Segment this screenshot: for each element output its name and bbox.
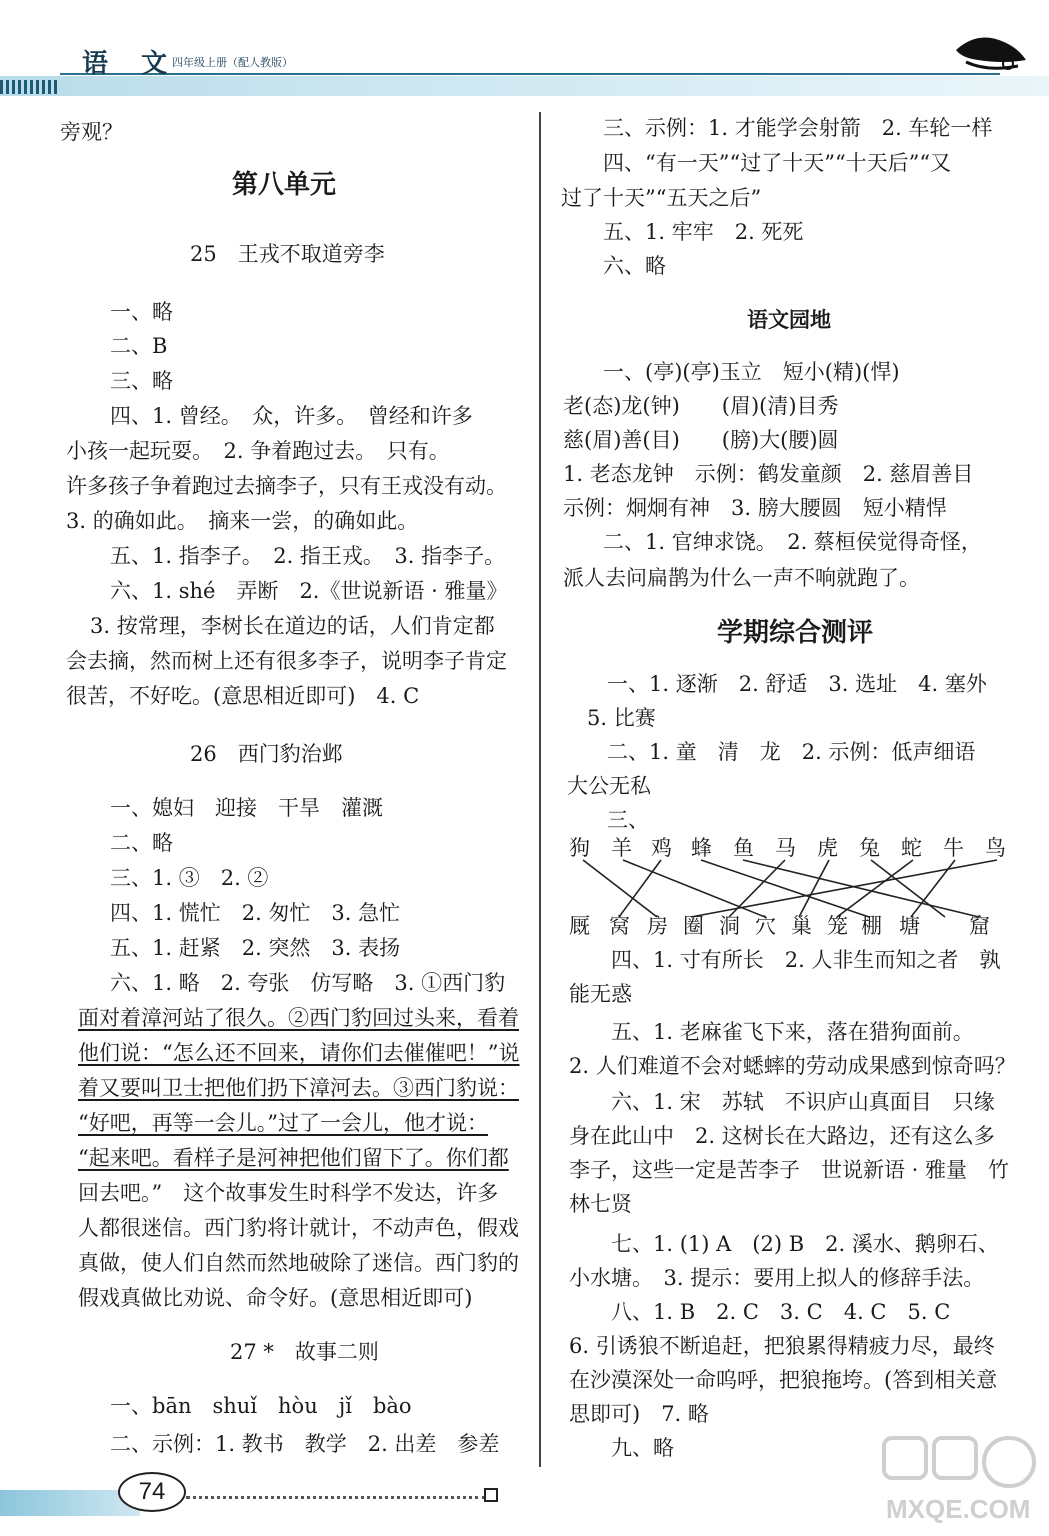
boat-logo-icon <box>948 20 1028 80</box>
match-top: 马 <box>775 836 796 860</box>
text-line: 三、1. ③ 2. ② <box>110 866 269 890</box>
lesson-title: 27 * 故事二则 <box>230 1340 379 1364</box>
text-line: 真做，使人们自然而然地破除了迷信。西门豹的 <box>78 1251 519 1275</box>
text-line: 四、1. 慌忙 2. 匆忙 3. 急忙 <box>110 901 401 925</box>
text-line: 二、1. 童 清 龙 2. 示例：低声细语 <box>607 740 976 764</box>
text-line: 一、略 <box>110 300 173 324</box>
subject-title: 语 文 <box>82 49 180 79</box>
text-line: 旁观？ <box>60 120 123 144</box>
text-line: 四、1. 曾经。 众，许多。 曾经和许多 <box>110 404 473 428</box>
text-line: 示例：炯炯有神 3. 膀大腰圆 短小精悍 <box>563 496 947 520</box>
footer-dotted-line <box>186 1496 486 1499</box>
text-line: 一、1. 逐渐 2. 舒适 3. 选址 4. 塞外 <box>607 672 987 696</box>
lesson-title: 26 西门豹治邺 <box>190 742 343 766</box>
text-line: 九、略 <box>611 1436 674 1460</box>
text-line: 二、示例：1. 教书 教学 2. 出差 参差 <box>110 1432 500 1456</box>
text-line: 五、1. 老麻雀飞下来，落在猎狗面前。 <box>611 1020 974 1044</box>
match-bottom: 棚 <box>861 914 882 938</box>
underlined-line: “起来吧。看样子是河神把他们留下了。你们都 <box>78 1146 509 1170</box>
text-line: 1. 老态龙钟 示例：鹤发童颜 2. 慈眉善目 <box>563 462 974 486</box>
match-top: 牛 <box>943 836 964 860</box>
lesson-title: 25 王戎不取道旁李 <box>190 242 385 266</box>
text-line: 在沙漠深处一命呜呼，把狼拖垮。(答到相关意 <box>569 1368 998 1392</box>
text-line: 六、略 <box>603 254 666 278</box>
header-ticks <box>0 80 60 94</box>
underlined-line: 他们说：“怎么还不回来，请你们去催催吧！”说 <box>78 1041 520 1065</box>
text-line: 五、1. 指李子。 2. 指王戎。 3. 指李子。 <box>110 544 506 568</box>
match-bottom: 塘 <box>899 914 920 938</box>
text-line: 慈(眉)善(目) (膀)大(腰)圆 <box>563 428 839 452</box>
text-line: 回去吧。” 这个故事发生时科学不发达，许多 <box>78 1181 499 1205</box>
text-line: 大公无私 <box>567 774 651 798</box>
text-line: 三、略 <box>110 369 173 393</box>
text-line: 三、示例：1. 才能学会射箭 2. 车轮一样 <box>603 116 993 140</box>
match-bottom: 巢 <box>791 914 812 938</box>
text-line: 八、1. B 2. C 3. C 4. C 5. C <box>611 1300 951 1324</box>
match-top: 羊 <box>611 836 632 860</box>
text-line: 五、1. 牢牢 2. 死死 <box>603 220 804 244</box>
match-bottom: 洞 <box>719 914 740 938</box>
text-line: 五、1. 赶紧 2. 突然 3. 表扬 <box>110 936 401 960</box>
footer-square-icon <box>484 1488 498 1502</box>
match-top: 鱼 <box>733 836 754 860</box>
match-bottom: 笼 <box>827 914 848 938</box>
match-top: 蜂 <box>691 836 712 860</box>
match-bottom: 穴 <box>755 914 776 938</box>
text-line: 许多孩子争着跑过去摘李子，只有王戎没有动。 <box>66 474 507 498</box>
text-line: 6. 引诱狼不断追赶，把狼累得精疲力尽，最终 <box>569 1334 995 1358</box>
grade-label: 四年级上册（配人教版） <box>172 56 293 69</box>
match-bottom: 圈 <box>683 914 704 938</box>
matching-exercise <box>541 832 1049 940</box>
page-number: 74 <box>118 1472 186 1512</box>
match-top: 虎 <box>817 836 838 860</box>
text-line: 会去摘，然而树上还有很多李子，说明李子肯定 <box>66 649 507 673</box>
text-line: 四、“有一天”“过了十天”“十天后”“又 <box>603 151 952 175</box>
text-line: 很苦，不好吃。(意思相近即可) 4. C <box>66 684 420 708</box>
underlined-line: “好吧，再等一会儿。”过了一会儿，他才说： <box>78 1111 488 1135</box>
section-heading: 学期综合测评 <box>717 618 874 648</box>
text-line: 二、略 <box>110 831 173 855</box>
text-line: 李子，这些一定是苦李子 世说新语 · 雅量 竹 <box>569 1158 1010 1182</box>
match-bottom: 窝 <box>609 914 630 938</box>
text-line: 2. 人们难道不会对蟋蟀的劳动成果感到惊奇吗？ <box>569 1054 1016 1078</box>
underlined-line: 着又要叫卫士把他们扔下漳河去。③西门豹说： <box>78 1076 519 1100</box>
text-line: 能无惑 <box>569 982 632 1006</box>
text-line: 二、B <box>110 334 168 358</box>
text-line: 一、(亭)(亭)玉立 短小(精)(悍) <box>603 360 900 384</box>
text-line: 四、1. 寸有所长 2. 人非生而知之者 孰 <box>611 948 1001 972</box>
text-line: 思即可) 7. 略 <box>569 1402 709 1426</box>
underlined-line: 面对着漳河站了很久。②西门豹回过头来，看着 <box>78 1006 519 1030</box>
text-line: 七、1. (1) A (2) B 2. 溪水、鹅卵石、 <box>611 1232 999 1256</box>
match-top: 狗 <box>569 836 590 860</box>
match-bottom: 房 <box>647 914 668 938</box>
match-bottom: 厩 <box>569 914 590 938</box>
match-top: 兔 <box>859 836 880 860</box>
text-line: 3. 按常理，李树长在道边的话，人们肯定都 <box>90 614 495 638</box>
text-line: 小水塘。 3. 提示：要用上拟人的修辞手法。 <box>569 1266 985 1290</box>
match-top: 蛇 <box>901 836 922 860</box>
text-line: 3. 的确如此。 摘来一尝，的确如此。 <box>66 509 419 533</box>
text-line: 一、媳妇 迎接 干旱 灌溉 <box>110 796 383 820</box>
watermark-logo-icon <box>880 1430 1040 1526</box>
text-line: 六、1. 略 2. 夸张 仿写略 3. ①西门豹 <box>110 971 506 995</box>
text-line: 老(态)龙(钟) (眉)(清)目秀 <box>563 394 839 418</box>
svg-text:MXQE.COM: MXQE.COM <box>886 1494 1031 1524</box>
text-line: 二、1. 官绅求饶。 2. 蔡桓侯觉得奇怪， <box>603 530 982 554</box>
match-bottom: 窟 <box>969 914 990 938</box>
column-divider <box>539 112 541 1467</box>
text-line: 假戏真做比劝说、命令好。(意思相近即可) <box>78 1286 473 1310</box>
text-line: 5. 比赛 <box>587 706 656 730</box>
text-line: 人都很迷信。西门豹将计就计，不动声色，假戏 <box>78 1216 519 1240</box>
text-line: 小孩一起玩耍。 2. 争着跑过去。 只有。 <box>66 439 450 463</box>
text-line: 三、 <box>607 808 649 832</box>
match-top: 鸟 <box>985 836 1006 860</box>
unit-heading: 第八单元 <box>232 170 337 200</box>
text-line: 一、bān shuǐ hòu jǐ bào <box>110 1394 412 1418</box>
text-line: 身在此山中 2. 这树长在大路边，还有这么多 <box>569 1124 995 1148</box>
watermark <box>880 1430 1040 1531</box>
text-line: 过了十天”“五天之后” <box>561 186 762 210</box>
section-heading: 语文园地 <box>747 307 831 332</box>
text-line: 六、1. 宋 苏轼 不识庐山真面目 只缘 <box>611 1090 995 1114</box>
text-line: 派人去问扁鹊为什么一声不响就跑了。 <box>563 566 920 590</box>
match-top: 鸡 <box>651 836 672 860</box>
header-line <box>60 73 1000 75</box>
text-line: 六、1. shé 弄断 2.《世说新语 · 雅量》 <box>110 579 508 603</box>
text-line: 林七贤 <box>569 1192 632 1216</box>
